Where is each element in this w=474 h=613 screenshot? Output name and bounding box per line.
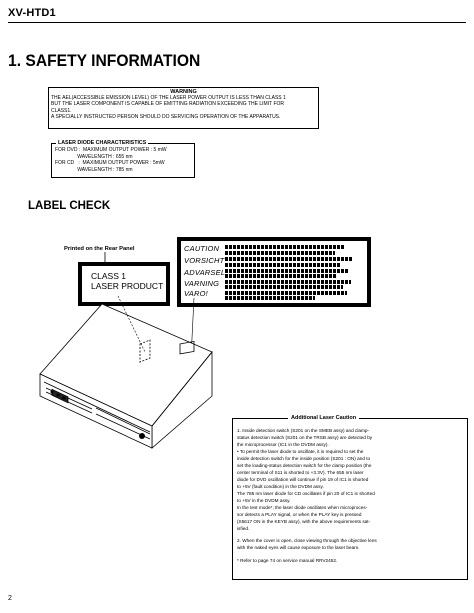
additional-caution-box: [232, 415, 468, 580]
player-unit-drawing: [32, 296, 222, 451]
warning-line: BUT THE LASER COMPONENT IS CAPABLE OF EMITTING RADIATION EXCEEDING THE LIMIT FOR: [51, 101, 285, 108]
page-number: 2: [8, 595, 12, 602]
warning-line: A SPECIALLY INSTRUCTED PERSON SHOULD DO SERVICING OPERATION OF THE APPARATUS.: [51, 113, 281, 120]
caution-line: isfied.: [237, 526, 250, 531]
caution-text-block: [225, 251, 335, 255]
caution-line: The 785 nm laser diode for CD oscillates if pin 20 of IC1 is shorted: [237, 491, 375, 496]
caution-text-block: [225, 257, 353, 261]
caution-line: set the loading-status detection switch for the clamp position (the: [237, 463, 372, 468]
warning-heading: WARNING: [170, 89, 197, 95]
caution-text-block: [225, 274, 337, 278]
class1-line: LASER PRODUCT: [91, 281, 164, 291]
laser-diode-line: FOR DVD : MAXIMUM OUTPUT POWER : 5 mW: [55, 147, 167, 153]
caution-word: ADVARSEL: [184, 268, 226, 277]
rear-panel-note: Printed on the Rear Panel: [64, 246, 135, 252]
header-rule: [8, 22, 466, 23]
caution-text-block: [225, 296, 315, 300]
caution-line: sor detects a PLAY signal, or when the PLAY key is pressed: [237, 512, 362, 517]
caution-line: * Refer to page 74 on service manual RRV2452.: [237, 558, 338, 563]
laser-diode-line: WAVELENGTH : 785 nm: [55, 166, 133, 173]
caution-text-block: [225, 285, 343, 289]
warning-box: [48, 87, 319, 129]
caution-text-block: [225, 269, 349, 273]
caution-text-block: [225, 291, 347, 295]
section-title: 1. SAFETY INFORMATION: [8, 51, 201, 70]
caution-line: (S5617 ON in the KEYB assy), with the above requirements sat-: [237, 519, 371, 524]
caution-line: • To permit the laser diode to oscillate, it is required to set the: [237, 449, 364, 454]
caution-text-block: [225, 280, 351, 284]
model-header: XV-HTD1: [8, 7, 56, 19]
caution-line: to +5V (fault condition) in the DVDM assy.: [237, 484, 324, 489]
label-check-heading: LABEL CHECK: [28, 200, 111, 212]
caution-line: with the naked eyes will cause exposure to the laser beam.: [237, 545, 360, 550]
caution-line: inside detection switch for the inside position (S201 : ON) and to: [237, 456, 371, 461]
laser-diode-box: [51, 140, 195, 178]
additional-caution-heading: Additional Laser Caution: [288, 415, 359, 421]
caution-word: CAUTION: [184, 244, 220, 253]
caution-line: center terminal of S11 is shorted to +3.3V). The 655 nm laser: [237, 470, 364, 475]
caution-text-block: [225, 263, 340, 267]
caution-line: 1. Inside detection switch (S201 on the SMEB assy) and clamp-: [237, 428, 370, 433]
warning-line: CLASS1.: [51, 107, 72, 114]
laser-diode-line: WAVELENGTH : 655 nm: [55, 153, 133, 160]
caution-line: In the test mode*, the laser diode oscillates when microproces-: [237, 505, 368, 510]
warning-line: THE AEL(ACCESSIBLE EMISSION LEVEL) OF THE LASER POWER OUTPUT IS LESS THAN CLASS 1: [51, 95, 286, 101]
caution-line: status detection switch (S201 on the TRSB assy) are detected by: [237, 435, 373, 440]
caution-line: 2. When the cover is open, close viewing through the objective lens: [237, 538, 377, 543]
caution-word: VARNING: [184, 279, 220, 288]
laser-diode-line: FOR CD : MAXIMUM OUTPUT POWER : 5mW: [55, 160, 165, 167]
caution-text-block: [225, 245, 345, 249]
caution-word: VARO!: [184, 289, 208, 298]
laser-diode-heading: LASER DIODE CHARACTERISTICS: [58, 140, 147, 146]
caution-line: the microprocessor (IC1 in the DVDM assy).: [237, 442, 329, 447]
caution-line: to +5V in the DVDM assy.: [237, 498, 291, 503]
caution-word: VORSICHT: [184, 256, 225, 265]
caution-line: diode for DVD oscillation will continue if pin 19 of IC1 is shorted: [237, 477, 369, 482]
class1-line: CLASS 1: [91, 271, 126, 281]
